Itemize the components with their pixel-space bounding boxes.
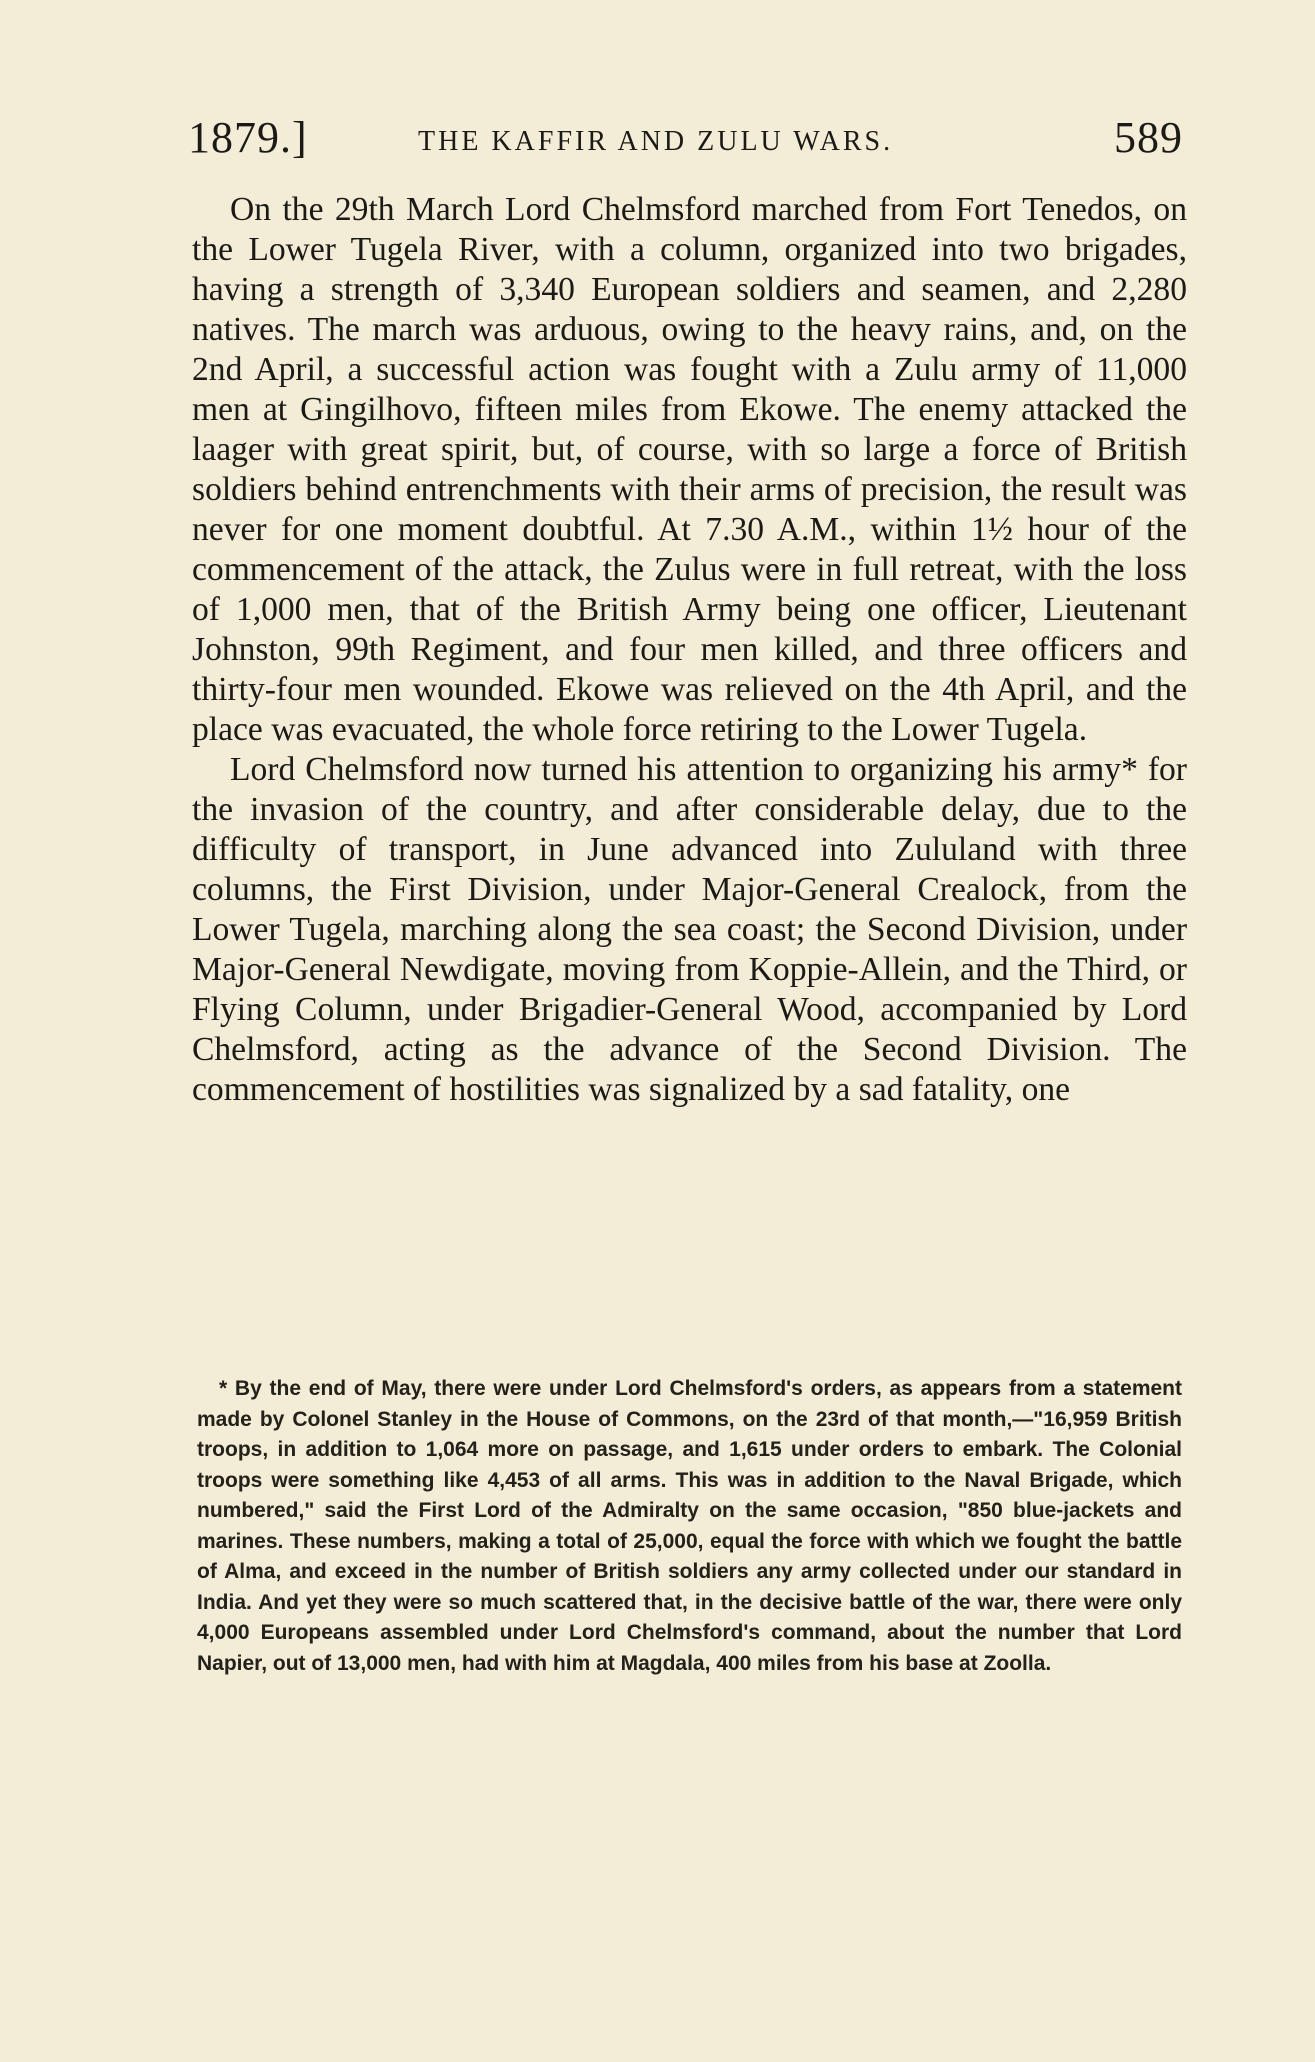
page-number: 589 (1114, 113, 1183, 162)
running-header (188, 112, 1188, 172)
paragraph-1: On the 29th March Lord Chelmsford marched from Fort Tenedos, on the Lower Tugela River, with a column, organized into two brigades, having a strength of 3,340 European soldiers and seamen, and 2,280 natives. The march was arduous, owing to the heavy rains, and, on the 2nd April, a successful action was fought with a Zulu army of 11,000 men at Gingilhovo, fifteen miles from Ekowe. The enemy attacked the laager with great spirit, but, of course, with so large a force of British soldiers behind entrenchments with their arms of precision, the result was never for one moment doubtful. At 7.30 A.M., within 1½ hour of the commencement of the attack, the Zulus were in full retreat, with the loss of 1,000 men, that of the British Army being one officer, Lieutenant Johnston, 99th Regiment, and four men killed, and three officers and thirty-four men wounded. Ekowe was relieved on the 4th April, and the place was evacuated, the whole force retiring to the Lower Tugela. (192, 191, 1187, 748)
footnote-text: * By the end of May, there were under Lord Chelmsford's orders, as appears from a statement made by Colonel Stanley in the House of Commons, on the 23rd of that month,—"16,959 British troops, in addition to 1,064 more on passage, and 1,615 under orders to embark. The Colonial troops were something like 4,453 of all arms. This was in addition to the Naval Brigade, which numbered," said the First Lord of the Admiralty on the same occasion, "850 blue-jackets and marines. These numbers, making a total of 25,000, equal the force with which we fought the battle of Alma, and exceed in the number of British soldiers any army collected under our standard in India. And yet they were so much scattered that, in the decisive battle of the war, there were only 4,000 Europeans assembled under Lord Chelmsford's command, about the number that Lord Napier, out of 13,000 men, had with him at Magdala, 400 miles from his base at Zoolla. (197, 1377, 1182, 1675)
main-text (192, 190, 1187, 1110)
header-year: 1879.] (188, 113, 308, 162)
paragraph-2: Lord Chelmsford now turned his attention to organizing his army* for the invasion of the country, and after considerable delay, due to the difficulty of transport, in June advanced into Zululand with three columns, the First Division, under Major-General Crealock, from the Lower Tugela, marching along the sea coast; the Second Division, under Major-General Newdigate, moving from Koppie-Allein, and the Third, or Flying Column, under Brigadier-General Wood, accompanied by Lord Chelmsford, acting as the advance of the Second Division. The commencement of hostilities was signalized by a sad fatality, one (192, 751, 1187, 1108)
header-title: THE KAFFIR AND ZULU WARS. (418, 126, 894, 157)
footnote (197, 1374, 1182, 1679)
